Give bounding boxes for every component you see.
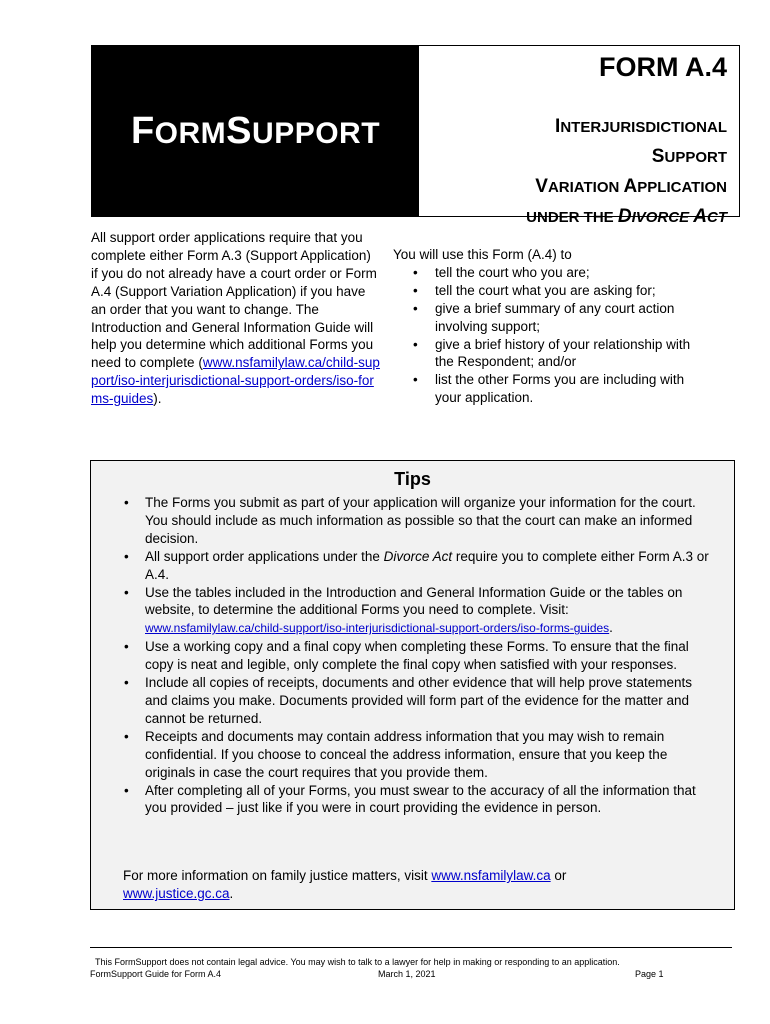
list-item: • tell the court who you are; — [413, 264, 590, 280]
intro-paragraph — [91, 229, 381, 408]
usage-lead: You will use this Form (A.4) to — [393, 247, 572, 262]
form-title — [526, 112, 727, 232]
list-item: • Include all copies of receipts, documents and other evidence that will help prove statements and claims you make. Documents provided will form part of the evidence for the matter and cannot be returned. — [124, 675, 693, 726]
usage-list — [393, 246, 693, 407]
title-line-1: INTERJURISDICTIONAL — [555, 116, 727, 137]
nsfamilylaw-link[interactable]: www.nsfamilylaw.ca — [431, 868, 551, 883]
tips-box — [90, 460, 735, 910]
list-item: • give a brief history of your relationship with the Respondent; and/or — [413, 336, 691, 370]
footer-guide: FormSupport Guide for Form A.4 — [90, 968, 222, 979]
footer-page: Page 1 — [635, 968, 664, 979]
intro-text: All support order applications require that you complete either Form A.3 (Support Application) if you do not already have a court order or Form A.4 (Support Variation Application) if you have an order that you want to change. The Introduction and General Information Guide will help you determine which additional Forms you need to complete ( — [91, 230, 377, 371]
footer-date: March 1, 2021 — [378, 968, 436, 979]
brand-title: FORMSUPPORT — [130, 109, 381, 152]
list-item: • Use the tables included in the Introduction and General Information Guide or the tables on website, to determine the additional Forms you need to complete. Visit: www.nsfamilylaw.ca/child-support/iso-interjurisdictional-support-orders/iso-forms-guides. — [124, 584, 683, 636]
brand-banner — [92, 46, 419, 216]
tips-forms-link[interactable]: www.nsfamilylaw.ca/child-support/iso-interjurisdictional-support-orders/iso-forms-guides — [145, 621, 610, 636]
title-line-3: VARIATION APPLICATION — [535, 176, 727, 197]
more-info: For more information on family justice matters, visit www.nsfamilylaw.ca or www.justice.gc.ca. — [123, 868, 567, 901]
list-item: • give a brief summary of any court action involving support; — [413, 300, 675, 334]
form-header — [91, 45, 740, 227]
list-item: • Use a working copy and a final copy when completing these Forms. To ensure that the final copy is neat and legible, only complete the final copy when satisfied with your responses. — [124, 639, 689, 673]
title-line-4: UNDER THE DIVORCE ACT — [526, 206, 727, 227]
list-item: • The Forms you submit as part of your application will organize your information for the court. You should include as much information as possible so that the court can make an informed decision. — [124, 495, 696, 546]
page-footer — [90, 957, 690, 981]
form-id: FORM A.4 — [599, 52, 727, 82]
forms-guides-link[interactable]: www.nsfamilylaw.ca/child-support/iso-interjurisdictional-support-orders/iso-forms-guides — [91, 355, 380, 407]
footer-divider — [90, 947, 732, 948]
intro-after: ). — [153, 391, 162, 407]
list-item: • All support order applications under the Divorce Act require you to complete either Form A.3 or A.4. — [124, 548, 709, 582]
footer-disclaimer: This FormSupport does not contain legal advice. You may wish to talk to a lawyer for help in making or responding to an application. — [95, 957, 620, 967]
list-item: • list the other Forms you are including with your application. — [413, 372, 685, 406]
list-item: • After completing all of your Forms, you must swear to the accuracy of all the information that you provided – just like if you were in court providing the evidence in person. — [124, 782, 696, 816]
list-item: • tell the court what you are asking for; — [413, 282, 656, 298]
justice-link[interactable]: www.justice.gc.ca — [123, 886, 230, 901]
title-line-2: SUPPORT — [651, 146, 727, 167]
list-item: • Receipts and documents may contain address information that you may wish to remain confidential. If you choose to conceal the address information, ensure that you keep the originals in case the court requires that you provide them. — [124, 728, 668, 780]
tips-heading: Tips — [394, 469, 431, 489]
